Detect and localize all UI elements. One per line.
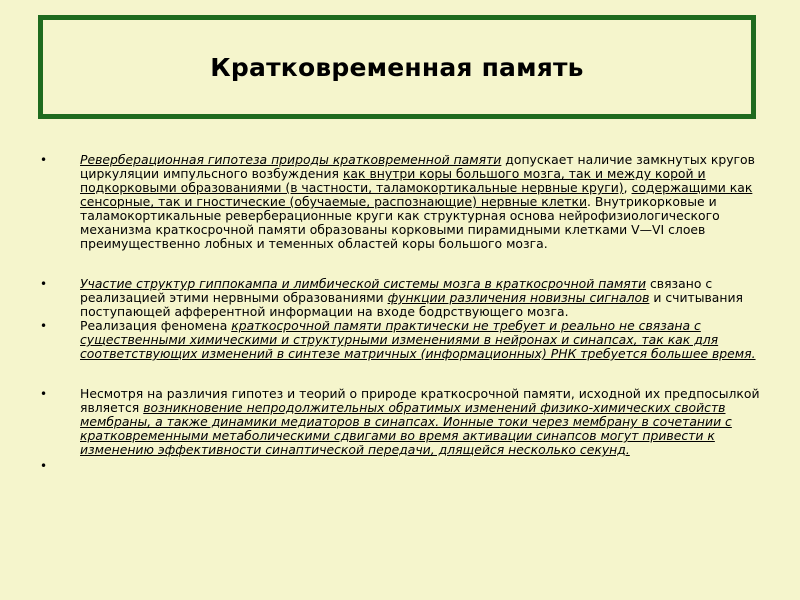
paragraph-hippocampus: • Участие структур гиппокампа и лимбической системы мозга в краткосрочной памяти связано с реализацией этими нервными образованиями функции различения новизны сигналов и считывания поступающей афферентной информации на входе бодрствующего мозга. bbox=[40, 276, 744, 319]
bullet-icon: • bbox=[40, 387, 48, 401]
term-novelty: функции различения новизны сигналов bbox=[387, 290, 650, 305]
underlined-phrase: содержащими как сенсорные, так и гностические (обучаемые, распознающие) нервные клетки bbox=[80, 180, 753, 209]
page-title: Кратковременная память bbox=[210, 52, 584, 82]
bullet-icon: • bbox=[40, 459, 48, 473]
bullet-icon: • bbox=[40, 277, 48, 291]
term-reverberation: Реверберационная гипотеза природы кратковременной памяти bbox=[80, 152, 502, 167]
term-hippocampus: Участие структур гиппокампа и лимбической системы мозга в краткосрочной памяти bbox=[80, 276, 647, 291]
term-short-memory: краткосрочной памяти практически не требует и реально не связана с существенными химическими и структурными изменениями в нейронах и синапсах, так как для соответствующих изменений в синтезе матричных (информационных) РНК требуется большее время. bbox=[80, 318, 756, 361]
paragraph-hypotheses: • Несмотря на различия гипотез и теорий о природе краткосрочной памяти, исходной их предпосылкой является возникновение непродолжительных обратимых изменений физико-химических свойств мембраны, а также динамики медиаторов в синапсах. Ионные токи через мембрану в сочетании с кратковременными метаболическими сдвигами во время активации синапсов могут привести к изменению эффективности синаптической передачи, длящейся несколько секунд. bbox=[40, 386, 760, 457]
paragraph-realization: • Реализация феномена краткосрочной памяти практически не требует и реально не связана с существенными химическими и структурными изменениями в нейронах и синапсах, так как для соответствующих изменений в синтезе матричных (информационных) РНК требуется большее время. bbox=[40, 318, 756, 361]
term-membrane: возникновение непродолжительных обратимых изменений физико-химических свойств мембраны, а также динамики медиаторов в синапсах. Ионные токи через мембрану в сочетании с кратковременными метаболическими сдвигами во время активации синапсов могут привести к изменению эффективности синаптической передачи, длящейся несколько секунд. bbox=[80, 400, 732, 457]
bullet-icon: • bbox=[40, 153, 48, 167]
content-body bbox=[40, 152, 760, 473]
title-box bbox=[38, 15, 756, 119]
bullet-icon: • bbox=[40, 319, 48, 333]
underlined-phrase: как внутри коры большого мозга, так и между корой и подкорковыми образованиями (в частности, таламокортикальные нервные круги) bbox=[80, 166, 706, 195]
paragraph-reverberation: • Реверберационная гипотеза природы кратковременной памяти допускает наличие замкнутых кругов циркуляции импульсного возбуждения как внутри коры большого мозга, так и между корой и подкорковыми образованиями (в частности, таламокортикальные нервные круги), содержащими как сенсорные, так и гностические (обучаемые, распознающие) нервные клетки. Внутрикорковые и таламокортикальные реверберационные круги как структурная основа нейрофизиологического механизма краткосрочной памяти образованы корковыми пирамидными клетками V—VI слоев преимущественно лобных и теменных областей коры большого мозга. bbox=[40, 152, 755, 251]
